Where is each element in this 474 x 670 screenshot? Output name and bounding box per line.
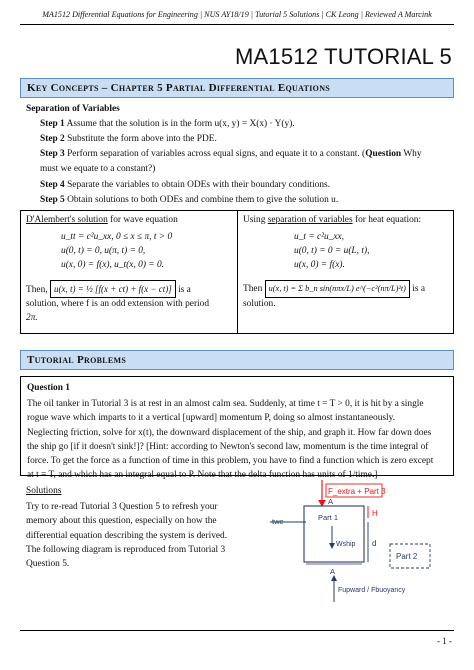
heat-series-formula: u(x, t) = Σ b_n sin(nπx/L) e^(−c²(nπ/L)²t) [265, 280, 410, 298]
h-label: H [372, 509, 378, 518]
tutorial-problems-heading: Tutorial Problems [27, 354, 127, 366]
heat-eq-1: u_t = c²u_xx, [294, 232, 345, 242]
question-1-line: at t = T, and which has an integral equal to P. Note that the delta function has units of 1/time.] [27, 470, 378, 481]
dalembert-formula: u(x, t) = ½ [f(x + ct) + f(x − ct)] [50, 280, 176, 298]
question-1-line: the ship go [if it doesn't sink!]? [Hint: according to Newton's second law, momentum is the time integral of [27, 441, 429, 452]
page-title: MA1512 TUTORIAL 5 [235, 44, 452, 69]
wave-eq-1: u_tt = c²u_xx, 0 ≤ x ≤ π, t > 0 [61, 232, 173, 242]
part-2-label: Part 2 [396, 552, 418, 561]
solutions-text [26, 500, 241, 571]
step-4-label: Step 4 [40, 180, 65, 190]
key-concepts-banner [20, 78, 454, 98]
wave-is-a: is a [178, 285, 191, 295]
solutions-line: Question 5. [26, 559, 70, 570]
heat-then-word: Then [243, 284, 263, 294]
step-5 [40, 193, 338, 207]
heat-eq-3: u(x, 0) = f(x). [294, 260, 345, 270]
question-1-title: Question 1 [27, 383, 70, 393]
step-3-question-text: Why [401, 149, 422, 159]
heat-eq-2: u(0, t) = 0 = u(L, t), [294, 246, 370, 256]
step-3-text: Perform separation of variables across equal signs, and equate it to a constant. ( [67, 149, 366, 159]
key-concepts-heading: Key Concepts – Chapter 5 Partial Differential Equations [27, 82, 331, 94]
area-top-label: A [328, 497, 334, 506]
separation-link[interactable]: separation of variables [267, 215, 353, 225]
step-3-continued: must we equate to a constant?) [40, 164, 156, 174]
question-1-text [27, 397, 447, 483]
wave-box-heading-rest: for wave equation [107, 215, 178, 225]
footer-rule [20, 630, 454, 631]
step-4-text: Separate the variables to obtain ODEs with their boundary conditions. [67, 180, 331, 190]
step-3-label: Step 3 [40, 149, 65, 159]
d-label: d [372, 539, 377, 548]
question-1-line: Neglecting friction, solve for x(t), the downward displacement of the ship, and graph it. How far down does [27, 427, 432, 438]
wave-eq-2: u(0, t) = 0, u(π, t) = 0, [61, 246, 146, 256]
solutions-line: The following diagram is reproduced from Tutorial 3 [26, 544, 226, 555]
wship-label: Wship [336, 541, 356, 548]
step-5-label: Step 5 [40, 195, 65, 205]
question-1-line: rogue wave which imparts to it a vertical [upward] momentum P, doing so almost instantaneously. [27, 413, 396, 424]
wave-then-word: Then, [26, 285, 48, 295]
heat-is-a: is a [412, 284, 426, 294]
wave-then [26, 280, 191, 298]
part-1-label: Part 1 [318, 513, 339, 522]
area-bottom-label: A [330, 567, 336, 576]
page-number: - 1 - [437, 636, 452, 646]
step-2 [40, 132, 217, 146]
wave-eq-3: u(x, 0) = f(x), u_t(x, 0) = 0. [61, 260, 164, 270]
heat-then [243, 280, 425, 298]
running-header: MA1512 Differential Equations for Engineering | NUS AY18/19 | Tutorial 5 Solutions | CK Leong | Reviewed A Marcink [42, 10, 432, 19]
header-rule [20, 24, 454, 25]
weight-arrowhead [329, 543, 335, 549]
step-3-question-label: Question [365, 149, 402, 159]
question-1-box [20, 376, 454, 481]
twe-label: twe [272, 517, 284, 526]
step-3 [40, 147, 422, 161]
step-1 [40, 117, 295, 131]
wave-equation-box [20, 210, 238, 334]
wave-box-heading [26, 213, 178, 227]
solutions-line: differential equation describing the system is derived. [26, 530, 228, 541]
solutions-heading: Solutions [26, 486, 62, 496]
extra-force-label: F_extra + Part 3 [328, 487, 386, 496]
buoyancy-label: Fupward / Fbuoyancy [338, 587, 406, 594]
solutions-line: memory about this question, especially on how the [26, 516, 217, 527]
question-1-line: The oil tanker in Tutorial 3 is at rest in an almost calm sea. Suddenly, at time t = T > 0, it is hit by a single [27, 399, 424, 409]
heat-heading-rest: for heat equation: [352, 215, 422, 225]
question-1-line: force. To get the force as a function of time in this problem, you have to find a function which is zero except [27, 456, 434, 467]
wave-tail-1: solution, where f is an odd extension with period [26, 299, 210, 309]
step-5-text: Obtain solutions to both ODEs and combine them to give the solution u. [67, 195, 339, 205]
heat-heading-pre: Using [243, 215, 268, 225]
step-1-text: Assume that the solution is in the form u(x, y) = X(x) · Y(y). [66, 119, 295, 129]
dalembert-link[interactable]: D'Alembert's solution [26, 215, 108, 225]
step-2-label: Step 2 [40, 134, 65, 144]
step-1-label: Step 1 [40, 119, 65, 129]
heat-equation-box [237, 210, 454, 334]
heat-tail: solution. [243, 299, 276, 309]
heat-box-heading [243, 213, 421, 227]
separation-subheading: Separation of Variables [26, 104, 120, 114]
solutions-line: Try to re-read Tutorial 3 Question 5 to refresh your [26, 502, 218, 512]
step-4 [40, 178, 330, 192]
wave-tail-2: 2π. [26, 313, 38, 323]
tutorial-problems-banner [20, 350, 454, 370]
step-2-text: Substitute the form above into the PDE. [67, 134, 217, 144]
ship-diagram [262, 478, 454, 608]
